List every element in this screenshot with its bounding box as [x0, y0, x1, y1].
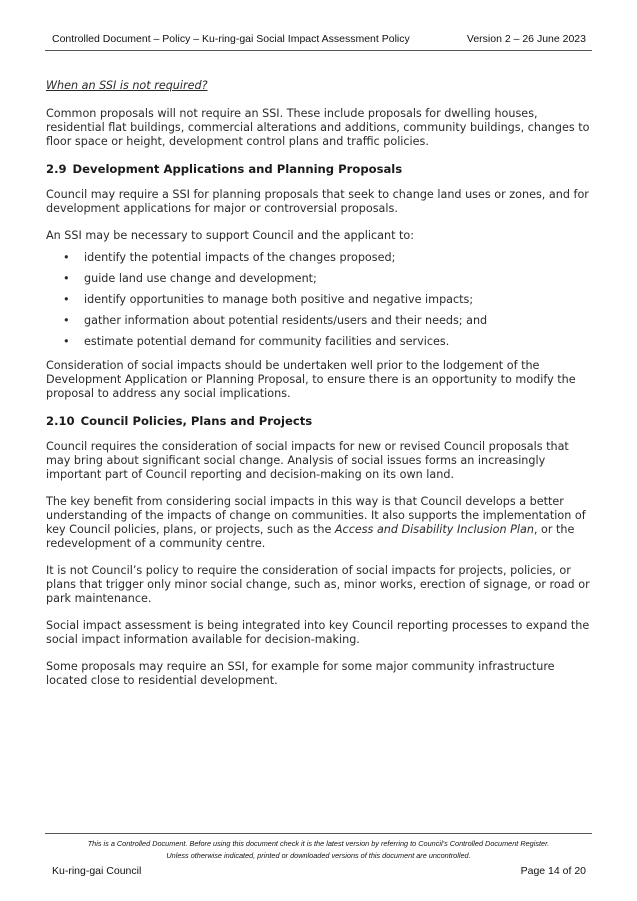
section-heading-2-9 — [46, 162, 594, 176]
section-title: Development Applications and Planning Proposals — [72, 162, 403, 176]
footer-note-line: This is a Controlled Document. Before using this document check it is the latest version by referring to Council’s Controlled Document Register. — [87, 839, 550, 848]
list-item: • gather information about potential residents/users and their needs; and — [63, 314, 488, 327]
section-number: 2.9 — [46, 162, 67, 176]
section-number: 2.10 — [46, 414, 75, 428]
paragraph-2-10-integration: Social impact assessment is being integrated into key Council reporting processes to expand the social impact information available for decision-making. — [46, 619, 590, 646]
page-footer — [52, 865, 586, 879]
paragraph-ssi-not-required: Common proposals will not require an SSI. These include proposals for dwelling houses, residential flat buildings, commercial alterations and additions, community buildings, changes to floor space or height, development control plans and traffic policies. — [46, 107, 590, 148]
paragraph-2-10-key-benefit: The key benefit from considering social impacts in this way is that Council develops a better understanding of the impacts of change on communities. It also supports the implementation of key Council policies, plans, or projects, such as the Access and Disability Inclusion Plan, or the redevelopment of a community centre. — [46, 495, 586, 550]
paragraph-2-10-requires: Council requires the consideration of social impacts for new or revised Council proposals that may bring about significant social change. Analysis of social issues forms an increasingly important part of Council reporting and decision-making on its own land. — [46, 440, 569, 481]
list-item: • guide land use change and development; — [63, 272, 317, 285]
header-version: Version 2 – 26 June 2023 — [466, 33, 586, 45]
header-divider — [45, 50, 592, 51]
page-header — [52, 33, 586, 47]
bullet-icon: • — [63, 272, 70, 285]
paragraph-2-10-some-proposals: Some proposals may require an SSI, for example for some major community infrastructure located close to residential development. — [46, 660, 555, 687]
section-title: Council Policies, Plans and Projects — [80, 414, 313, 428]
subheading-ssi-not-required: When an SSI is not required? — [46, 79, 208, 92]
paragraph-2-9-intro: Council may require a SSI for planning proposals that seek to change land uses or zones, and for development applications for major or controversial proposals. — [46, 188, 589, 215]
footer-divider — [45, 833, 592, 834]
list-item: • estimate potential demand for community facilities and services. — [63, 335, 450, 348]
paragraph-2-10-not-policy: It is not Council’s policy to require the consideration of social impacts for projects, policies, or plans that trigger only minor social change, such as, minor works, erection of signage, or road or park maintenance. — [46, 564, 590, 605]
footer-disclaimer — [45, 838, 592, 862]
footer-note-line: Unless otherwise indicated, printed or downloaded versions of this document are uncontrolled. — [166, 851, 471, 860]
bullet-icon: • — [63, 314, 70, 327]
paragraph-2-9-consideration: Consideration of social impacts should be undertaken well prior to the lodgement of the Development Application or Planning Proposal, to ensure there is an opportunity to modify the proposal to address any social implications. — [46, 359, 576, 400]
plan-title-link: Access and Disability Inclusion Plan — [334, 523, 534, 536]
bullet-icon: • — [63, 293, 70, 306]
list-item: • identify the potential impacts of the changes proposed; — [63, 251, 396, 264]
bullet-icon: • — [63, 251, 70, 264]
page-number: Page 14 of 20 — [520, 865, 586, 877]
footer-organisation: Ku-ring-gai Council — [52, 865, 142, 877]
list-item: • identify opportunities to manage both positive and negative impacts; — [63, 293, 474, 306]
paragraph-2-9-support: An SSI may be necessary to support Council and the applicant to: — [46, 229, 415, 242]
bullet-icon: • — [63, 335, 70, 348]
section-heading-2-10 — [46, 414, 594, 428]
page-content — [46, 79, 594, 701]
header-document-title: Controlled Document – Policy – Ku-ring-gai Social Impact Assessment Policy — [52, 33, 410, 45]
bullet-list — [46, 251, 594, 349]
